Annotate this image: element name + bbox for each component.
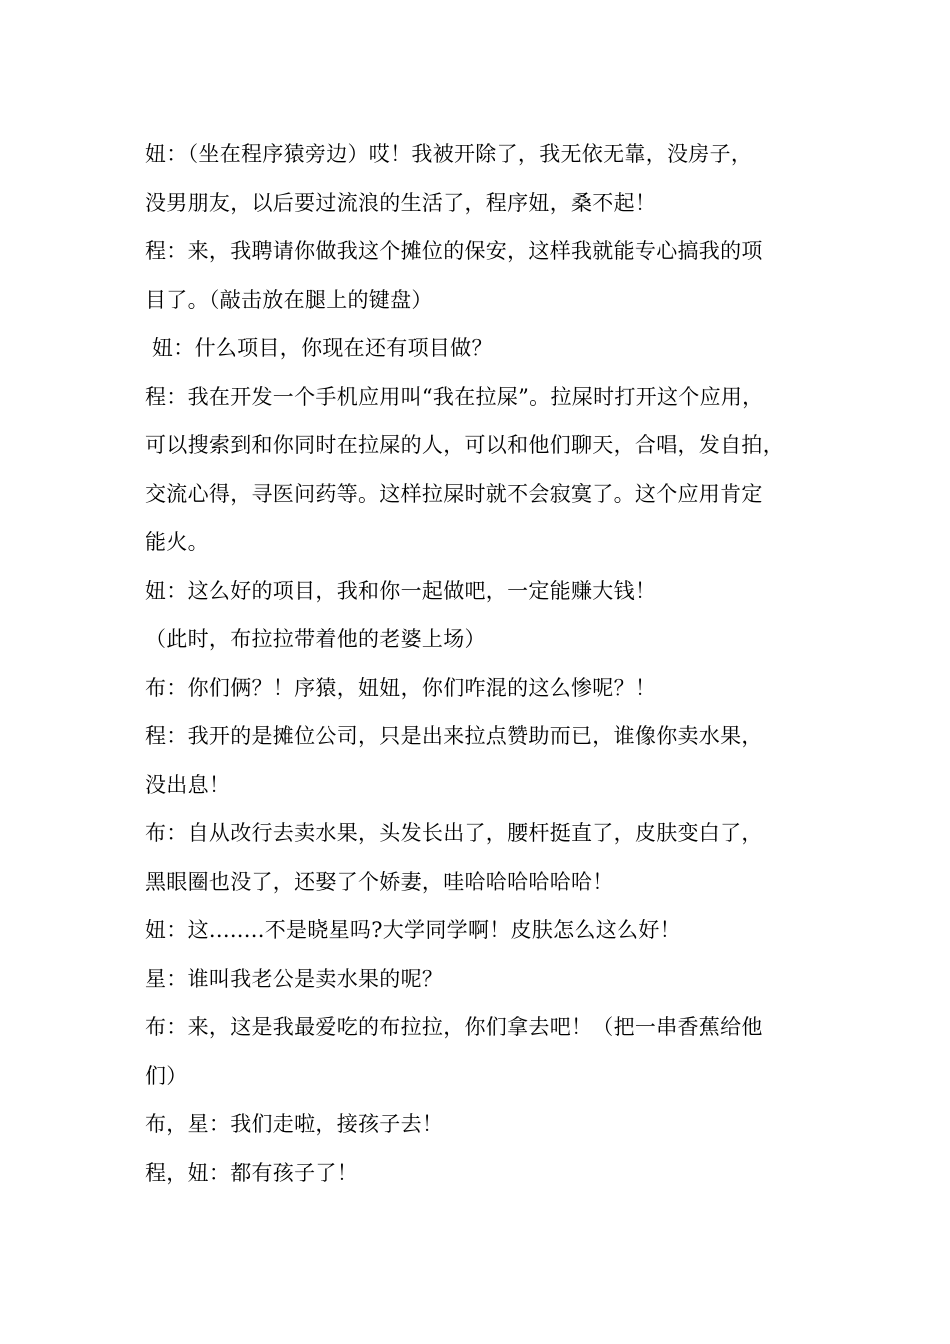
text-line: 目了。（敲击放在腿上的键盘）: [145, 287, 433, 312]
text-line: 能火。: [145, 530, 209, 554]
text-line: 妞：（坐在程序猿旁边）哎！我被开除了，我无依无靠，没房子，: [145, 142, 753, 166]
text-line: 布：你们俩？！序猿，妞妞，你们咋混的这么惨呢？！: [145, 675, 657, 700]
text-line: （此时，布拉拉带着他的老婆上场）: [145, 627, 486, 651]
text-line: 星：谁叫我老公是卖水果的呢？: [145, 966, 444, 991]
text-line: 妞：什么项目，你现在还有项目做？: [145, 336, 493, 360]
text-line: 交流心得，寻医问药等。这样拉屎时就不会寂寞了。这个应用肯定: [145, 481, 763, 506]
text-line: 们）: [145, 1063, 188, 1088]
text-line: 程：来，我聘请你做我这个摊位的保安，这样我就能专心搞我的项: [145, 239, 763, 263]
text-line: 程：我在开发一个手机应用叫“我在拉屎”。拉屎时打开这个应用，: [145, 384, 764, 409]
text-line: 程，妞：都有孩子了！: [145, 1160, 358, 1185]
script-text: [145, 130, 825, 1197]
text-line: 没男朋友，以后要过流浪的生活了，程序妞，桑不起！: [145, 190, 657, 215]
text-line: 黑眼圈也没了，还娶了个娇妻，哇哈哈哈哈哈哈！: [145, 869, 614, 894]
text-line: 妞：这么好的项目，我和你一起做吧，一定能赚大钱！: [145, 578, 657, 603]
text-line: 可以搜索到和你同时在拉屎的人，可以和他们聊天，合唱，发自拍，: [145, 433, 784, 457]
text-line: 妞：这........不是晓星吗?大学同学啊！皮肤怎么这么好！: [145, 918, 681, 942]
text-line: 布：来，这是我最爱吃的布拉拉，你们拿去吧！（把一串香蕉给他: [145, 1015, 763, 1039]
text-line: 没出息！: [145, 772, 231, 797]
text-line: 布，星：我们走啦，接孩子去！: [145, 1112, 444, 1136]
text-line: 程：我开的是摊位公司，只是出来拉点赞助而已，谁像你卖水果，: [145, 724, 763, 748]
text-line: 布：自从改行去卖水果，头发长出了，腰杆挺直了，皮肤变白了，: [145, 821, 763, 845]
